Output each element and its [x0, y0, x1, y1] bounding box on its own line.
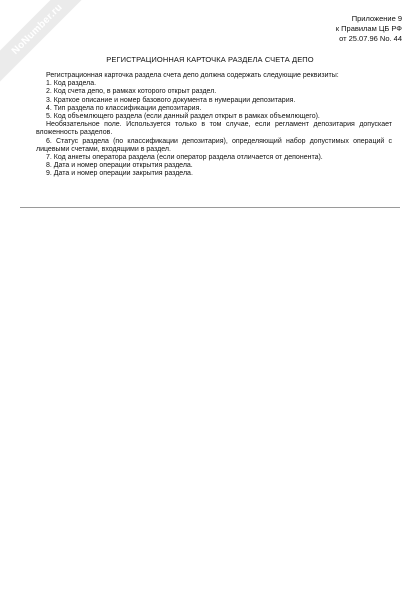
appendix-header — [336, 14, 402, 44]
appendix-line-3: от 25.07.96 No. 44 — [339, 34, 402, 43]
bottom-divider — [20, 207, 400, 208]
document-title: РЕГИСТРАЦИОННАЯ КАРТОЧКА РАЗДЕЛА СЧЕТА ДЕПО — [106, 55, 314, 64]
list-item-4: 4. Тип раздела по классификации депозитария. — [46, 104, 202, 112]
list-item-8: 8. Дата и номер операции открытия раздела. — [46, 162, 193, 170]
appendix-line-2: к Правилам ЦБ РФ — [335, 24, 402, 33]
list-item-9: 9. Дата и номер операции закрытия раздела. — [46, 170, 193, 178]
list-item-7: 7. Код анкеты оператора раздела (если оператор раздела отличается от депонента). — [46, 154, 323, 162]
document-body — [36, 72, 392, 179]
list-item-2: 2. Код счета депо, в рамках которого открыт раздел. — [46, 88, 217, 96]
intro-paragraph: Регистрационная карточка раздела счета депо должна содержать следующие реквизиты: — [46, 72, 339, 79]
list-item-1: 1. Код раздела. — [46, 80, 97, 88]
note-paragraph: Необязательное поле. Используется только в том случае, если регламент депозитария допускает вложенность разделов. — [36, 121, 392, 137]
appendix-line-1: Приложение 9 — [351, 14, 402, 23]
list-item-6: 6. Статус раздела (по классификации депозитария), определяющий набор допустимых операций с лицевыми счетами, входящими в раздел. — [36, 137, 392, 153]
list-item-3: 3. Краткое описание и номер базового документа в нумерации депозитария. — [46, 96, 296, 104]
list-item-5: 5. Код объемлющего раздела (если данный раздел открыт в рамках объемлющего). — [46, 113, 320, 121]
watermark-text: NoNumber.ru — [9, 1, 65, 57]
